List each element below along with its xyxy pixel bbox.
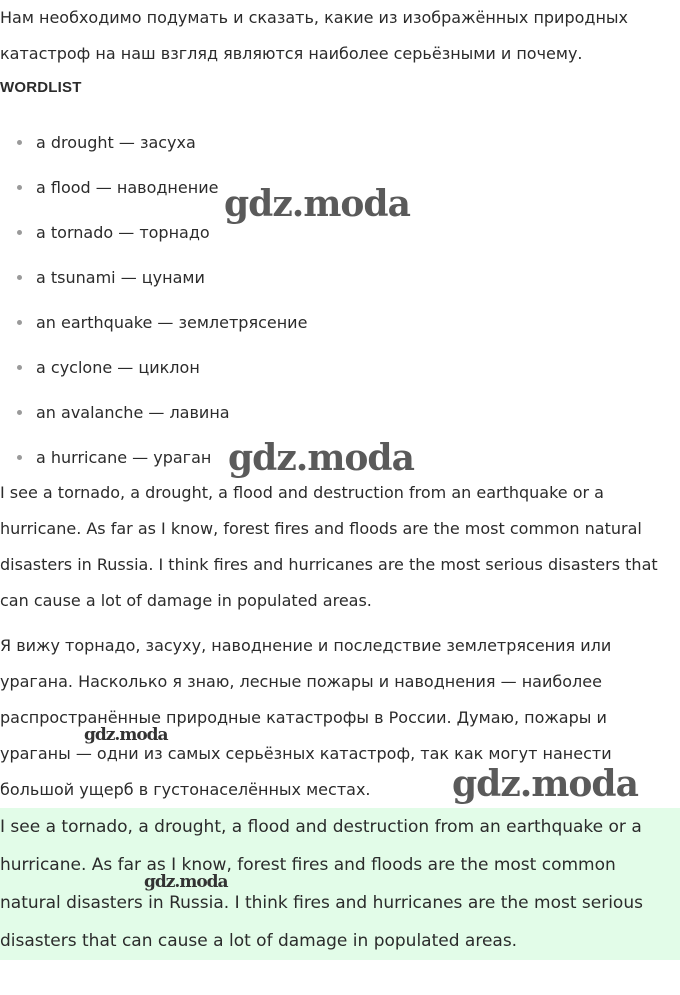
list-item-text: a drought — засуха [36,133,196,152]
watermark-logo: gdz.moda [144,872,228,892]
list-item [0,345,307,390]
watermark-logo: gdz.moda [452,763,638,805]
watermark-logo: gdz.moda [84,725,168,745]
watermark-logo: gdz.moda [224,183,410,225]
answer-paragraph-russian: Я вижу торнадо, засуху, наводнение и последствие землетрясения или урагана. Насколько я знаю, лесные пожары и наводнения — наиболее распространённые природные катастрофы в России. Думаю, пожары и ураганы — одни из самых серьёзных катастроф, так как могут нанести большой ущерб в густонаселённых местах. [0,636,612,799]
list-item-text: a hurricane — ураган [36,448,212,467]
wordlist-heading: WORDLIST [0,79,82,96]
list-item [0,120,307,165]
wordlist [0,120,307,480]
bullet-icon [17,230,22,235]
intro-text: Нам необходимо подумать и сказать, какие из изображённых природных катастроф на наш взгляд являются наиболее серьёзными и почему. [0,8,629,63]
bullet-icon [17,320,22,325]
list-item-text: a tornado — торнадо [36,223,210,242]
highlighted-answer-block [0,808,680,960]
list-item-text: a cyclone — циклон [36,358,200,377]
list-item-text: an earthquake — землетрясение [36,313,308,332]
list-item-text: a tsunami — цунами [36,268,205,287]
list-item [0,390,307,435]
bullet-icon [17,455,22,460]
bullet-icon [17,185,22,190]
answer-paragraph-english: I see a tornado, a drought, a flood and destruction from an earthquake or a hurricane. As far as I know, forest fires and floods are the most common natural disasters in Russia. I think fires and hurricanes are the most serious disasters that can cause a lot of damage in populated areas. [0,483,658,610]
bullet-icon [17,365,22,370]
list-item [0,300,307,345]
bullet-icon [17,275,22,280]
list-item [0,255,307,300]
highlighted-answer-text: I see a tornado, a drought, a flood and destruction from an earthquake or a hurricane. As far as I know, forest fires and floods are the most common natural disasters in Russia. I think fires and hurricanes are the most serious disasters that can cause a lot of damage in populated areas. [0,817,643,951]
bullet-icon [17,140,22,145]
list-item-text: a flood — наводнение [36,178,219,197]
list-item-text: an avalanche — лавина [36,403,230,422]
bullet-icon [17,410,22,415]
watermark-logo: gdz.moda [228,437,414,479]
